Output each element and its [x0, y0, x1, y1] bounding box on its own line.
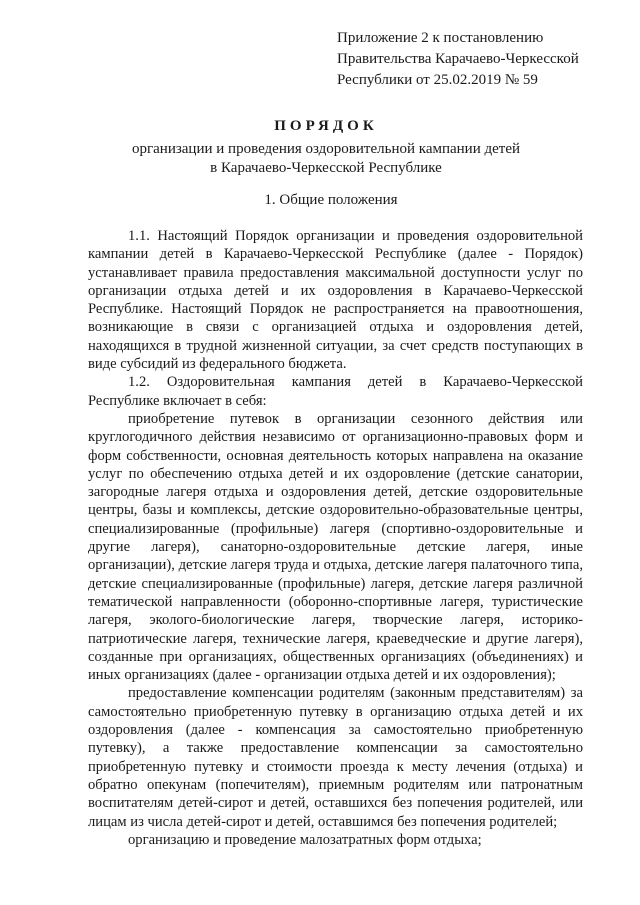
document-subtitle: [0, 140, 640, 178]
appendix-line-2: Правительства Карачаево-Черкесской: [337, 51, 579, 67]
document-body: [88, 227, 583, 849]
subtitle-line-1: организации и проведения оздоровительной кампании детей: [131, 141, 521, 157]
paragraph-1-1: 1.1. Настоящий Порядок организации и проведения оздоровительной кампании детей в Карачаево-Черкесской Республике (далее - Порядок) устанавливает правила предоставления максимальной доступности услуг по организации отдыха детей и их оздоровления в Карачаево-Черкесской Республике. Настоящий Порядок не распространяется на правоотношения, возникающие в связи с организацией отдыха и оздоровления детей, находящихся в трудной жизненной ситуации, за счет средств поступающих в виде субсидий из федерального бюджета.: [88, 228, 583, 373]
paragraph-compensation: предоставление компенсации родителям (законным представителям) за самостоятельно приобретенную путевку в организацию отдыха детей и их оздоровления (далее - компенсация за самостоятельно приобретенную путевку), а также предоставление компенсации за самостоятельно приобретенную путевку и стоимости проезда к месту лечения (отдыха) и обратно опекунам (попечителям), приемным родителям или патронатным воспитателям детей-сирот и детей, оставшихся без попечения родителей, или лицам из числа детей-сирот и детей, оставшимся без попечения родителей;: [88, 685, 583, 830]
appendix-line-3: Республики от 25.02.2019 № 59: [337, 72, 538, 88]
document-title: ПОРЯДОК: [274, 118, 378, 134]
paragraph-1-2: 1.2. Оздоровительная кампания детей в Карачаево-Черкесской Республике включает в себя:: [88, 374, 583, 409]
appendix-reference: [337, 28, 627, 91]
appendix-line-1: Приложение 2 к постановлению: [337, 30, 544, 46]
section-heading: 1. Общие положения: [264, 192, 398, 208]
subtitle-line-2: в Карачаево-Черкесской Республике: [210, 160, 442, 176]
paragraph-low-cost-rest: организацию и проведение малозатратных форм отдыха;: [128, 831, 482, 848]
paragraph-vouchers: приобретение путевок в организации сезонного действия или круглогодичного действия независимо от организационно-правовых форм и форм собственности, основная деятельность которых направлена на оказание услуг по обеспечению отдыха детей и их оздоровление (детские санатории, загородные лагеря отдыха и оздоровления детей, детские оздоровительные центры, базы и комплексы, детские оздоровительно-образовательные центры, специализированные (профильные) лагеря (спортивно-оздоровительные и другие лагеря), санаторно-оздоровительные детские лагеря, иные организации), детские лагеря труда и отдыха, детские лагеря палаточного типа, детские специализированные (профильные) лагеря, детские лагеря различной тематической направленности (оборонно-спортивные лагеря, туристические лагеря, эколого-биологические лагеря, творческие лагеря, историко-патриотические лагеря, технические лагеря, краеведческие и другие лагеря), созданные при организациях, общественных организациях (объединениях) и иных организациях (далее - организации отдыха детей и их оздоровления);: [88, 410, 583, 684]
